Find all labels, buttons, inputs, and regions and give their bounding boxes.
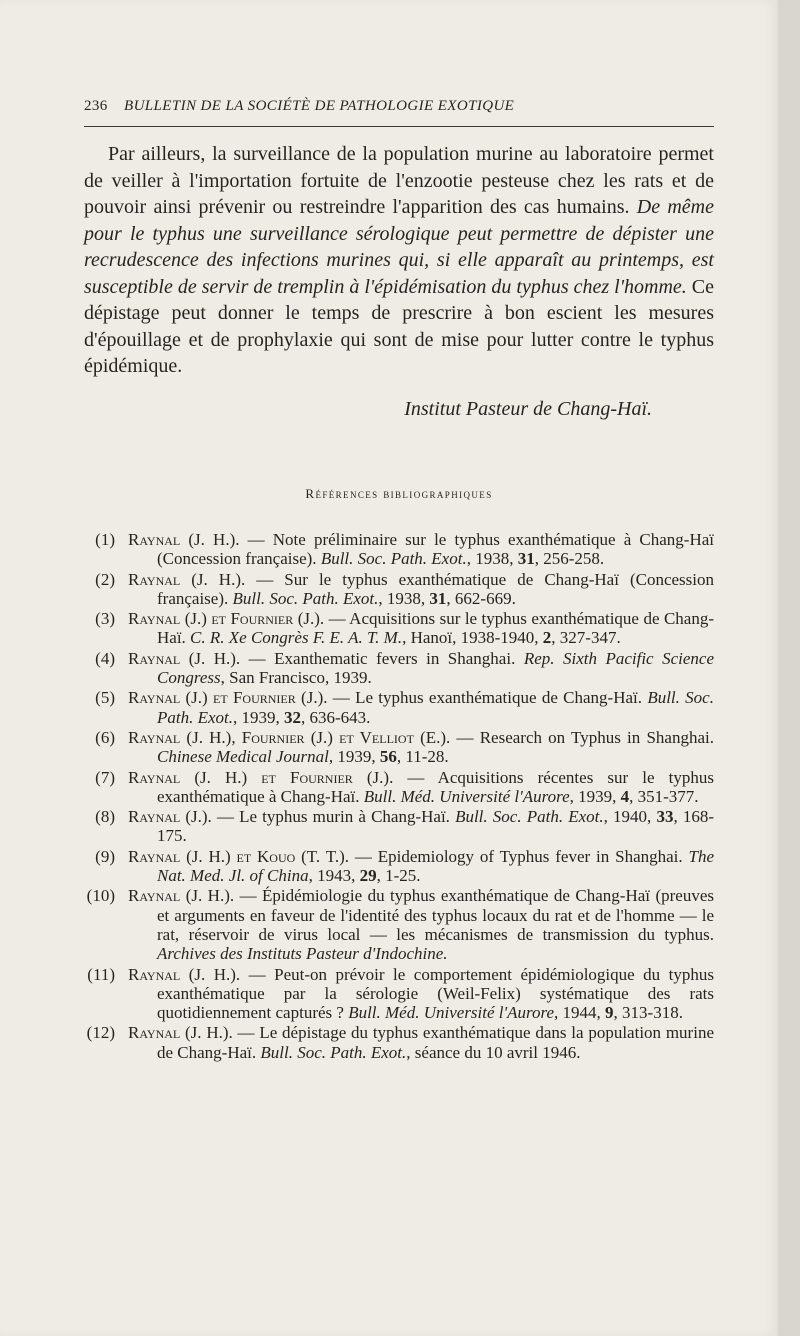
reference-year: , 1938, [378,588,430,608]
reference-pages: , 1-25. [376,866,421,886]
reference-text [128,530,714,569]
reference-journal: Bull. Soc. Path. Exot. [157,688,714,727]
reference-volume: 33 [656,807,674,827]
reference-text [128,767,714,807]
reference-volume: 2 [542,628,552,648]
reference-journal: Archives des Instituts Pasteur d'Indochine. [157,944,448,964]
references-list [80,530,714,1063]
paragraph-text-end: Ce dépistage peut donner le temps de prescrire à bon escient les mesures d'épouillage et de prophylaxie qui sont de mise pour lutter contre le typhus épidémique. [84,275,714,377]
running-title: BULLETIN DE LA SOCIÉTÈ DE PATHOLOGIE EXOTIQUE [124,98,515,114]
reference-item [80,609,714,648]
reference-year: , 1944, [554,1003,606,1023]
reference-authors: Raynal (J.) et Fournier (J.). [128,609,325,629]
reference-item [80,768,714,807]
reference-title: — Épidémiologie du typhus exanthématique de Chang-Haï (preuves et arguments en faveur de l'identité des typhus locaux du rat et de l'homme — le rat, réservoir de virus local — les mécanismes de transmission du typhus. [157,886,715,944]
reference-item [80,886,714,963]
reference-number: (12) [86,1023,115,1043]
reference-item [80,807,714,846]
reference-title: — Le typhus murin à Chang-Haï. [211,807,456,827]
reference-pages: , 327-347. [551,628,621,648]
reference-volume: 31 [429,588,447,608]
reference-volume: 4 [620,786,630,806]
reference-title: — Exanthematic fevers in Shanghai. [240,648,524,668]
reference-year: , séance du 10 avril 1946. [406,1042,581,1062]
reference-text [128,846,714,886]
reference-title: — Le dépistage du typhus exanthématique dans la population murine de Chang-Haï. [157,1023,714,1062]
reference-number: (5) [95,688,115,708]
reference-authors: Raynal (J. H.) et Kouo (T. T.). [128,846,350,866]
reference-volume: 29 [359,866,377,886]
reference-number: (3) [95,609,115,629]
reference-journal: The Nat. Med. Jl. of China [157,846,714,886]
reference-title: — Sur le typhus exanthématique de Chang-Haï (Concession française). [157,569,714,608]
reference-title: — Research on Typhus in Shanghai. [450,727,714,747]
reference-text [128,688,714,727]
reference-text [128,964,714,1023]
reference-journal: Bull. Méd. Université l'Aurore [348,1003,555,1023]
reference-year: , 1940, [603,807,657,827]
paragraph [84,141,714,380]
reference-item [80,530,714,569]
reference-text [128,648,714,688]
reference-item [80,847,714,886]
reference-journal: Rep. Sixth Pacific Science Congress [157,648,714,688]
reference-item [80,965,714,1023]
reference-journal: Bull. Soc. Path. Exot. [260,1042,407,1062]
reference-pages: , 11-28. [396,747,449,767]
reference-pages: , 351-377. [629,786,699,806]
reference-journal: Bull. Méd. Université l'Aurore [363,786,570,806]
reference-item [80,570,714,609]
reference-text [128,1023,714,1062]
reference-number: (2) [95,569,115,589]
references-heading: Références bibliographiques [305,486,493,501]
reference-year: , 1939, [233,707,285,727]
reference-year: , 1938, [466,549,518,569]
reference-number: (4) [95,648,115,668]
reference-journal: Bull. Soc. Path. Exot. [232,588,379,608]
reference-authors: Raynal (J. H.). [128,648,241,668]
reference-authors: Raynal (J. H.). [128,569,246,589]
body-text [84,141,714,380]
reference-journal: Bull. Soc. Path. Exot. [455,807,604,827]
institution-signature: Institut Pasteur de Chang-Haï. [404,398,652,420]
reference-text [128,727,714,767]
reference-pages: , 313-318. [613,1003,683,1023]
reference-journal: C. R. Xe Congrès F. E. A. T. M. [190,628,403,648]
reference-authors: Raynal (J. H.). [128,530,240,549]
reference-year: , 1943, [308,866,360,886]
reference-volume: 56 [379,747,397,767]
reference-number: (7) [95,767,115,787]
paragraph-text: Par ailleurs, la surveillance de la population murine au laboratoire permet de veiller à l'importation fortuite de l'enzootie pesteuse chez les rats et de pouvoir ainsi prévenir ou restreindre l'apparition des cas humains. [84,143,714,218]
reference-item [80,649,714,688]
page-number: 236 [84,98,108,114]
paragraph-italic-text: De même pour le typhus une surveillance sérologique peut permettre de dépister une recrudescence des infections murines qui, si elle apparaît au printemps, est susceptible de servir de tremplin à l'épidémisation du typhus chez l'homme. [84,196,714,298]
reference-authors: Raynal (J.). [128,807,212,827]
reference-text [128,807,715,846]
reference-title: — Epidemiology of Typhus fever in Shanghai. [349,846,689,866]
reference-authors: Raynal (J.) et Fournier (J.). [128,688,328,708]
reference-authors: Raynal (J. H.). [128,886,235,906]
reference-authors: Raynal (J. H.) et Fournier (J.). [128,767,394,787]
reference-pages: , 662-669. [446,588,516,608]
reference-title: — Acquisitions récentes sur le typhus exanthématique à Chang-Haï. [157,767,714,806]
reference-volume: 31 [517,549,535,569]
reference-pages: , 168-175. [157,807,715,846]
reference-title: — Note préliminaire sur le typhus exanthématique à Chang-Haï (Concession française). [157,530,714,569]
reference-number: (8) [95,807,115,827]
reference-number: (9) [95,846,115,866]
reference-number: (11) [87,964,115,984]
reference-volume: 9 [605,1003,614,1023]
reference-title: — Le typhus exanthématique de Chang-Haï. [327,688,648,708]
reference-item [80,688,714,727]
reference-authors: Raynal (J. H.). [128,1023,233,1043]
reference-year: , 1939, [328,747,380,767]
reference-authors: Raynal (J. H.), Fournier (J.) et Velliot (E.). [128,727,451,747]
header-rule [84,126,714,127]
reference-number: (6) [95,727,115,747]
running-header [84,98,712,115]
reference-item [80,1023,714,1062]
reference-volume: 32 [284,707,302,727]
reference-text [128,886,715,964]
reference-year: , Hanoï, 1938-1940, [402,628,543,648]
reference-year: , 1939, [569,786,621,806]
reference-item [80,728,714,767]
reference-journal: Chinese Medical Journal [157,747,329,767]
reference-number: (1) [95,530,115,549]
reference-text [128,569,714,609]
reference-year: , San Francisco, 1939. [220,668,372,688]
reference-title: — Peut-on prévoir le comportement épidémiologique du typhus exanthématique par la sérologie (Weil-Felix) systématique des rats quotidiennement capturés ? [157,964,714,1023]
reference-number: (10) [86,886,115,906]
reference-pages: , 636-643. [301,707,371,727]
reference-authors: Raynal (J. H.). [128,964,241,984]
reference-pages: , 256-258. [534,549,605,569]
reference-title: — Acquisitions sur le typhus exanthématique de Chang-Haï. [157,609,714,648]
reference-text [128,609,714,648]
reference-journal: Bull. Soc. Path. Exot. [320,549,467,569]
page-edge [778,0,800,1336]
